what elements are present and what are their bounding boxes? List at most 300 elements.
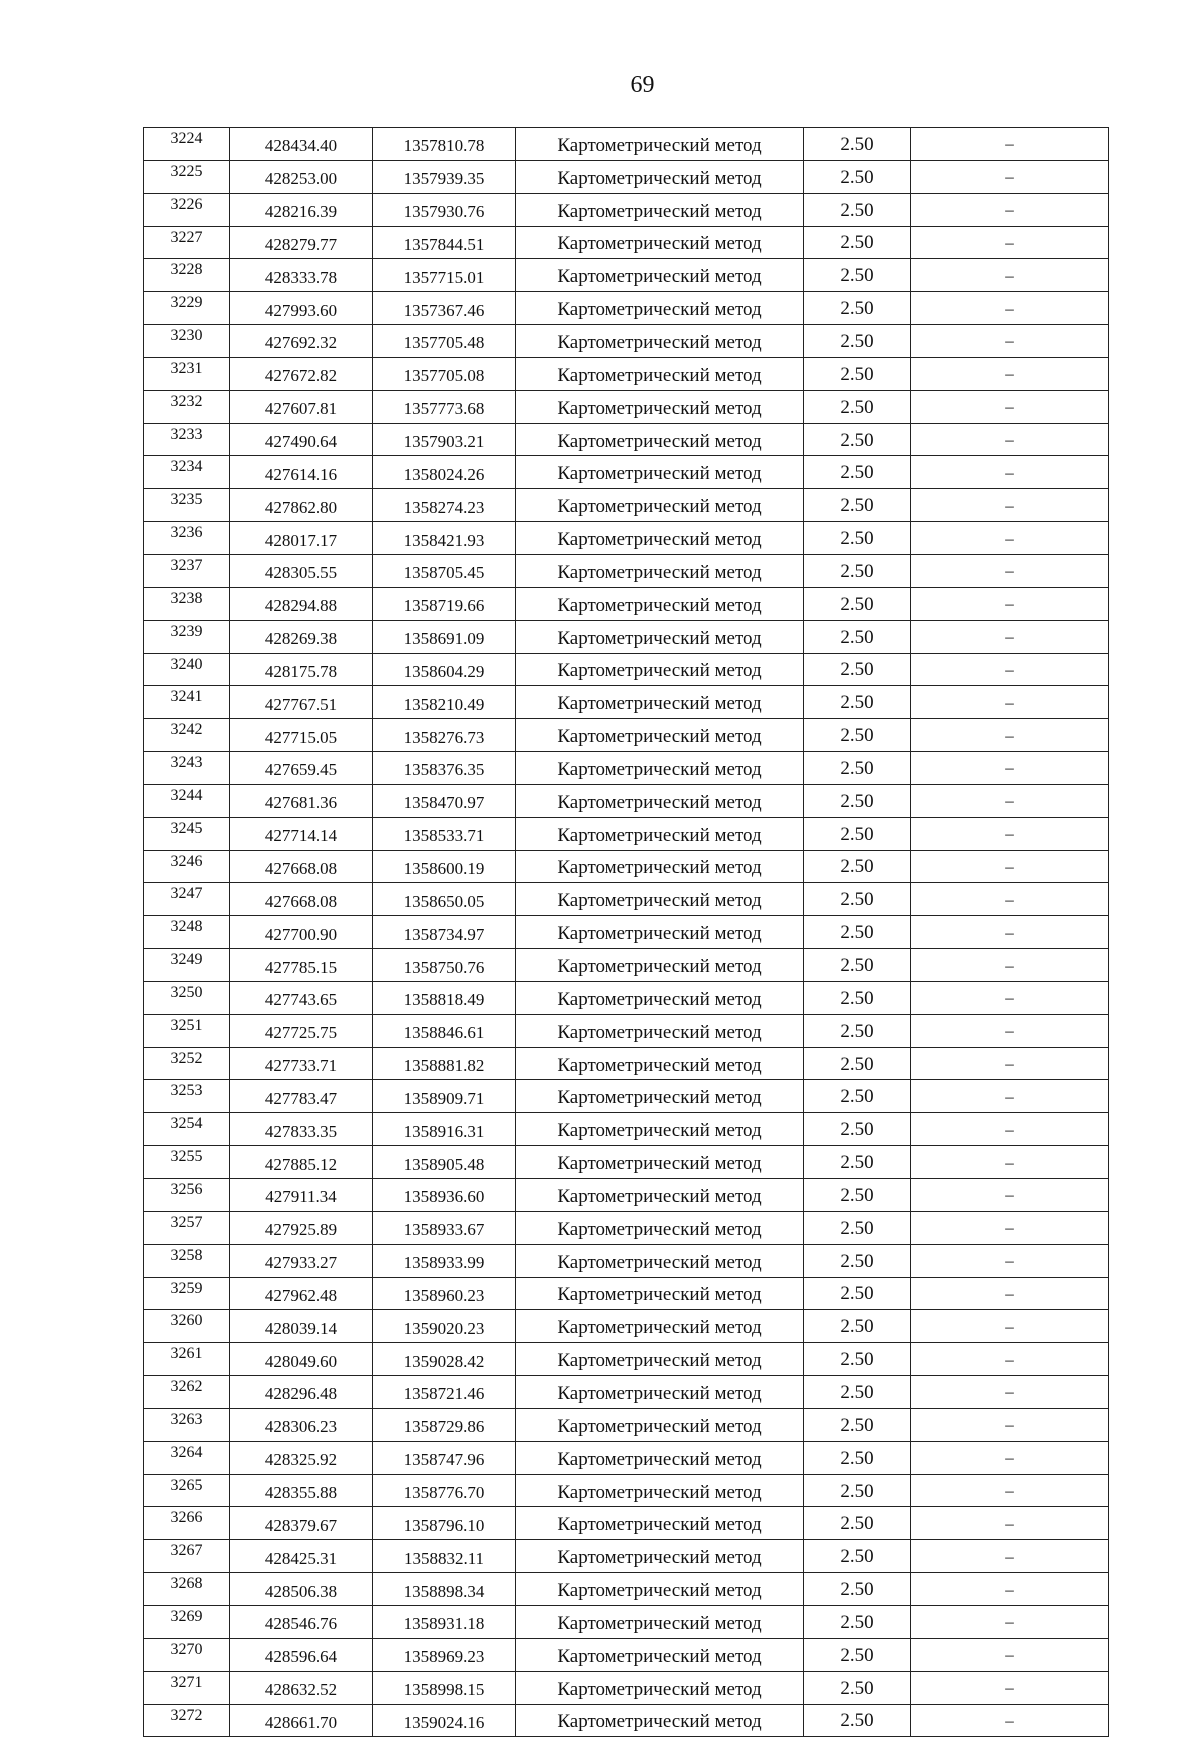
accuracy-cell: 2.50 [804,1638,911,1671]
x-coordinate-cell: 427962.48 [230,1277,373,1310]
note-cell: – [911,817,1109,850]
point-number-cell: 3249 [144,949,230,982]
y-coordinate-cell: 1357930.76 [373,193,516,226]
y-coordinate-cell: 1358604.29 [373,653,516,686]
note-cell: – [911,226,1109,259]
note-cell: – [911,1441,1109,1474]
accuracy-cell: 2.50 [804,653,911,686]
method-cell: Картометрический метод [516,1671,804,1704]
y-coordinate-cell: 1357715.01 [373,259,516,292]
y-coordinate-cell: 1359024.16 [373,1704,516,1737]
y-coordinate-cell: 1358650.05 [373,883,516,916]
method-cell: Картометрический метод [516,1474,804,1507]
point-number-cell: 3231 [144,357,230,390]
accuracy-cell: 2.50 [804,817,911,850]
note-cell: – [911,128,1109,161]
note-cell: – [911,1573,1109,1606]
y-coordinate-cell: 1358421.93 [373,522,516,555]
method-cell: Картометрический метод [516,1408,804,1441]
table-row [144,1310,1109,1343]
table-row [144,1244,1109,1277]
point-number-cell: 3254 [144,1113,230,1146]
x-coordinate-cell: 428546.76 [230,1605,373,1638]
table-row [144,1671,1109,1704]
y-coordinate-cell: 1358024.26 [373,456,516,489]
point-number-cell: 3244 [144,784,230,817]
point-number-cell: 3227 [144,226,230,259]
y-coordinate-cell: 1358274.23 [373,489,516,522]
method-cell: Картометрический метод [516,489,804,522]
note-cell: – [911,1376,1109,1409]
note-cell: – [911,1671,1109,1704]
accuracy-cell: 2.50 [804,916,911,949]
y-coordinate-cell: 1358898.34 [373,1573,516,1606]
note-cell: – [911,949,1109,982]
table-row [144,1507,1109,1540]
note-cell: – [911,423,1109,456]
table-row [144,456,1109,489]
accuracy-cell: 2.50 [804,259,911,292]
note-cell: – [911,1211,1109,1244]
point-number-cell: 3234 [144,456,230,489]
note-cell: – [911,522,1109,555]
point-number-cell: 3265 [144,1474,230,1507]
table-row [144,554,1109,587]
method-cell: Картометрический метод [516,817,804,850]
table-row [144,1638,1109,1671]
method-cell: Картометрический метод [516,128,804,161]
y-coordinate-cell: 1358210.49 [373,686,516,719]
x-coordinate-cell: 427785.15 [230,949,373,982]
x-coordinate-cell: 427743.65 [230,981,373,1014]
table-row [144,1146,1109,1179]
y-coordinate-cell: 1358916.31 [373,1113,516,1146]
note-cell: – [911,850,1109,883]
table-row [144,949,1109,982]
point-number-cell: 3238 [144,587,230,620]
accuracy-cell: 2.50 [804,883,911,916]
accuracy-cell: 2.50 [804,522,911,555]
accuracy-cell: 2.50 [804,752,911,785]
accuracy-cell: 2.50 [804,1211,911,1244]
x-coordinate-cell: 428632.52 [230,1671,373,1704]
y-coordinate-cell: 1357844.51 [373,226,516,259]
accuracy-cell: 2.50 [804,1113,911,1146]
note-cell: – [911,883,1109,916]
note-cell: – [911,1704,1109,1737]
table-row [144,1343,1109,1376]
point-number-cell: 3269 [144,1605,230,1638]
accuracy-cell: 2.50 [804,226,911,259]
table-row [144,325,1109,358]
coordinates-table-body [144,128,1109,1737]
y-coordinate-cell: 1358846.61 [373,1014,516,1047]
method-cell: Картометрический метод [516,1113,804,1146]
method-cell: Картометрический метод [516,949,804,982]
table-row [144,522,1109,555]
table-row [144,587,1109,620]
x-coordinate-cell: 427833.35 [230,1113,373,1146]
table-row [144,128,1109,161]
point-number-cell: 3226 [144,193,230,226]
accuracy-cell: 2.50 [804,128,911,161]
table-row [144,1179,1109,1212]
accuracy-cell: 2.50 [804,1474,911,1507]
method-cell: Картометрический метод [516,1244,804,1277]
method-cell: Картометрический метод [516,226,804,259]
accuracy-cell: 2.50 [804,981,911,1014]
accuracy-cell: 2.50 [804,1310,911,1343]
point-number-cell: 3232 [144,390,230,423]
y-coordinate-cell: 1357810.78 [373,128,516,161]
y-coordinate-cell: 1359020.23 [373,1310,516,1343]
point-number-cell: 3268 [144,1573,230,1606]
y-coordinate-cell: 1358691.09 [373,620,516,653]
table-row [144,1408,1109,1441]
x-coordinate-cell: 427681.36 [230,784,373,817]
accuracy-cell: 2.50 [804,949,911,982]
point-number-cell: 3250 [144,981,230,1014]
accuracy-cell: 2.50 [804,160,911,193]
y-coordinate-cell: 1358933.67 [373,1211,516,1244]
note-cell: – [911,325,1109,358]
x-coordinate-cell: 427725.75 [230,1014,373,1047]
note-cell: – [911,489,1109,522]
method-cell: Картометрический метод [516,1080,804,1113]
note-cell: – [911,292,1109,325]
accuracy-cell: 2.50 [804,1146,911,1179]
method-cell: Картометрический метод [516,653,804,686]
y-coordinate-cell: 1358734.97 [373,916,516,949]
point-number-cell: 3263 [144,1408,230,1441]
point-number-cell: 3255 [144,1146,230,1179]
method-cell: Картометрический метод [516,1179,804,1212]
table-row [144,1014,1109,1047]
table-row [144,817,1109,850]
method-cell: Картометрический метод [516,1704,804,1737]
note-cell: – [911,1179,1109,1212]
y-coordinate-cell: 1359028.42 [373,1343,516,1376]
point-number-cell: 3235 [144,489,230,522]
accuracy-cell: 2.50 [804,193,911,226]
x-coordinate-cell: 428294.88 [230,587,373,620]
method-cell: Картометрический метод [516,1376,804,1409]
y-coordinate-cell: 1358776.70 [373,1474,516,1507]
note-cell: – [911,1310,1109,1343]
note-cell: – [911,653,1109,686]
method-cell: Картометрический метод [516,1605,804,1638]
method-cell: Картометрический метод [516,1638,804,1671]
note-cell: – [911,1507,1109,1540]
y-coordinate-cell: 1358818.49 [373,981,516,1014]
point-number-cell: 3233 [144,423,230,456]
method-cell: Картометрический метод [516,719,804,752]
note-cell: – [911,1047,1109,1080]
table-row [144,1277,1109,1310]
y-coordinate-cell: 1358750.76 [373,949,516,982]
method-cell: Картометрический метод [516,1441,804,1474]
note-cell: – [911,1244,1109,1277]
note-cell: – [911,981,1109,1014]
table-row [144,489,1109,522]
x-coordinate-cell: 428379.67 [230,1507,373,1540]
x-coordinate-cell: 427783.47 [230,1080,373,1113]
y-coordinate-cell: 1358729.86 [373,1408,516,1441]
x-coordinate-cell: 427767.51 [230,686,373,719]
x-coordinate-cell: 427911.34 [230,1179,373,1212]
x-coordinate-cell: 428049.60 [230,1343,373,1376]
x-coordinate-cell: 428355.88 [230,1474,373,1507]
table-row [144,752,1109,785]
method-cell: Картометрический метод [516,160,804,193]
x-coordinate-cell: 428017.17 [230,522,373,555]
accuracy-cell: 2.50 [804,292,911,325]
accuracy-cell: 2.50 [804,719,911,752]
y-coordinate-cell: 1357773.68 [373,390,516,423]
note-cell: – [911,390,1109,423]
note-cell: – [911,1638,1109,1671]
method-cell: Картометрический метод [516,752,804,785]
table-row [144,850,1109,883]
table-row [144,193,1109,226]
table-row [144,1211,1109,1244]
accuracy-cell: 2.50 [804,1179,911,1212]
y-coordinate-cell: 1357705.48 [373,325,516,358]
method-cell: Картометрический метод [516,357,804,390]
table-row [144,1573,1109,1606]
x-coordinate-cell: 428296.48 [230,1376,373,1409]
accuracy-cell: 2.50 [804,1277,911,1310]
x-coordinate-cell: 428306.23 [230,1408,373,1441]
table-row [144,1704,1109,1737]
x-coordinate-cell: 427668.08 [230,850,373,883]
y-coordinate-cell: 1358721.46 [373,1376,516,1409]
accuracy-cell: 2.50 [804,1704,911,1737]
note-cell: – [911,1113,1109,1146]
y-coordinate-cell: 1357939.35 [373,160,516,193]
x-coordinate-cell: 428425.31 [230,1540,373,1573]
x-coordinate-cell: 427933.27 [230,1244,373,1277]
method-cell: Картометрический метод [516,916,804,949]
method-cell: Картометрический метод [516,554,804,587]
y-coordinate-cell: 1358796.10 [373,1507,516,1540]
method-cell: Картометрический метод [516,620,804,653]
note-cell: – [911,587,1109,620]
note-cell: – [911,160,1109,193]
x-coordinate-cell: 428596.64 [230,1638,373,1671]
table-row [144,226,1109,259]
method-cell: Картометрический метод [516,456,804,489]
y-coordinate-cell: 1358276.73 [373,719,516,752]
point-number-cell: 3258 [144,1244,230,1277]
point-number-cell: 3242 [144,719,230,752]
y-coordinate-cell: 1358705.45 [373,554,516,587]
accuracy-cell: 2.50 [804,325,911,358]
method-cell: Картометрический метод [516,423,804,456]
table-row [144,620,1109,653]
x-coordinate-cell: 427692.32 [230,325,373,358]
accuracy-cell: 2.50 [804,357,911,390]
point-number-cell: 3262 [144,1376,230,1409]
note-cell: – [911,620,1109,653]
method-cell: Картометрический метод [516,1507,804,1540]
coordinates-table [143,127,1109,1737]
point-number-cell: 3240 [144,653,230,686]
table-row [144,719,1109,752]
accuracy-cell: 2.50 [804,587,911,620]
note-cell: – [911,193,1109,226]
y-coordinate-cell: 1358969.23 [373,1638,516,1671]
x-coordinate-cell: 427700.90 [230,916,373,949]
method-cell: Картометрический метод [516,1573,804,1606]
table-row [144,916,1109,949]
x-coordinate-cell: 427668.08 [230,883,373,916]
table-row [144,883,1109,916]
point-number-cell: 3248 [144,916,230,949]
y-coordinate-cell: 1358600.19 [373,850,516,883]
method-cell: Картометрический метод [516,390,804,423]
accuracy-cell: 2.50 [804,1376,911,1409]
y-coordinate-cell: 1358881.82 [373,1047,516,1080]
table-row [144,292,1109,325]
method-cell: Картометрический метод [516,981,804,1014]
x-coordinate-cell: 427925.89 [230,1211,373,1244]
x-coordinate-cell: 428039.14 [230,1310,373,1343]
method-cell: Картометрический метод [516,587,804,620]
x-coordinate-cell: 427659.45 [230,752,373,785]
note-cell: – [911,916,1109,949]
accuracy-cell: 2.50 [804,423,911,456]
note-cell: – [911,357,1109,390]
y-coordinate-cell: 1358909.71 [373,1080,516,1113]
point-number-cell: 3253 [144,1080,230,1113]
x-coordinate-cell: 428253.00 [230,160,373,193]
accuracy-cell: 2.50 [804,489,911,522]
y-coordinate-cell: 1357705.08 [373,357,516,390]
y-coordinate-cell: 1358747.96 [373,1441,516,1474]
note-cell: – [911,259,1109,292]
method-cell: Картометрический метод [516,325,804,358]
accuracy-cell: 2.50 [804,620,911,653]
point-number-cell: 3267 [144,1540,230,1573]
point-number-cell: 3270 [144,1638,230,1671]
y-coordinate-cell: 1358832.11 [373,1540,516,1573]
method-cell: Картометрический метод [516,1310,804,1343]
point-number-cell: 3259 [144,1277,230,1310]
table-row [144,357,1109,390]
note-cell: – [911,784,1109,817]
accuracy-cell: 2.50 [804,1244,911,1277]
point-number-cell: 3246 [144,850,230,883]
point-number-cell: 3224 [144,128,230,161]
point-number-cell: 3251 [144,1014,230,1047]
method-cell: Картометрический метод [516,686,804,719]
point-number-cell: 3229 [144,292,230,325]
point-number-cell: 3252 [144,1047,230,1080]
table-row [144,423,1109,456]
x-coordinate-cell: 428333.78 [230,259,373,292]
point-number-cell: 3245 [144,817,230,850]
point-number-cell: 3239 [144,620,230,653]
point-number-cell: 3243 [144,752,230,785]
y-coordinate-cell: 1358931.18 [373,1605,516,1638]
point-number-cell: 3256 [144,1179,230,1212]
method-cell: Картометрический метод [516,1343,804,1376]
y-coordinate-cell: 1358470.97 [373,784,516,817]
y-coordinate-cell: 1358719.66 [373,587,516,620]
accuracy-cell: 2.50 [804,1573,911,1606]
x-coordinate-cell: 427672.82 [230,357,373,390]
table-row [144,981,1109,1014]
table-row [144,390,1109,423]
accuracy-cell: 2.50 [804,1507,911,1540]
accuracy-cell: 2.50 [804,784,911,817]
note-cell: – [911,1540,1109,1573]
x-coordinate-cell: 428216.39 [230,193,373,226]
table-row [144,1080,1109,1113]
x-coordinate-cell: 428506.38 [230,1573,373,1606]
point-number-cell: 3271 [144,1671,230,1704]
note-cell: – [911,719,1109,752]
method-cell: Картометрический метод [516,883,804,916]
table-row [144,160,1109,193]
x-coordinate-cell: 427733.71 [230,1047,373,1080]
note-cell: – [911,1014,1109,1047]
x-coordinate-cell: 427714.14 [230,817,373,850]
page-number: 69 [630,72,655,98]
accuracy-cell: 2.50 [804,1047,911,1080]
x-coordinate-cell: 427614.16 [230,456,373,489]
point-number-cell: 3237 [144,554,230,587]
note-cell: – [911,686,1109,719]
y-coordinate-cell: 1358933.99 [373,1244,516,1277]
table-row [144,1376,1109,1409]
accuracy-cell: 2.50 [804,1343,911,1376]
table-row [144,1540,1109,1573]
method-cell: Картометрический метод [516,522,804,555]
method-cell: Картометрический метод [516,1047,804,1080]
point-number-cell: 3257 [144,1211,230,1244]
point-number-cell: 3230 [144,325,230,358]
table-row [144,686,1109,719]
y-coordinate-cell: 1358936.60 [373,1179,516,1212]
y-coordinate-cell: 1358533.71 [373,817,516,850]
x-coordinate-cell: 428305.55 [230,554,373,587]
table-row [144,1474,1109,1507]
x-coordinate-cell: 428279.77 [230,226,373,259]
x-coordinate-cell: 428661.70 [230,1704,373,1737]
point-number-cell: 3228 [144,259,230,292]
x-coordinate-cell: 427715.05 [230,719,373,752]
method-cell: Картометрический метод [516,1540,804,1573]
point-number-cell: 3236 [144,522,230,555]
method-cell: Картометрический метод [516,1211,804,1244]
accuracy-cell: 2.50 [804,686,911,719]
accuracy-cell: 2.50 [804,1540,911,1573]
accuracy-cell: 2.50 [804,850,911,883]
y-coordinate-cell: 1358376.35 [373,752,516,785]
accuracy-cell: 2.50 [804,1441,911,1474]
accuracy-cell: 2.50 [804,1605,911,1638]
point-number-cell: 3225 [144,160,230,193]
table-row [144,1441,1109,1474]
note-cell: – [911,1343,1109,1376]
note-cell: – [911,554,1109,587]
x-coordinate-cell: 427993.60 [230,292,373,325]
note-cell: – [911,1605,1109,1638]
method-cell: Картометрический метод [516,850,804,883]
y-coordinate-cell: 1358998.15 [373,1671,516,1704]
